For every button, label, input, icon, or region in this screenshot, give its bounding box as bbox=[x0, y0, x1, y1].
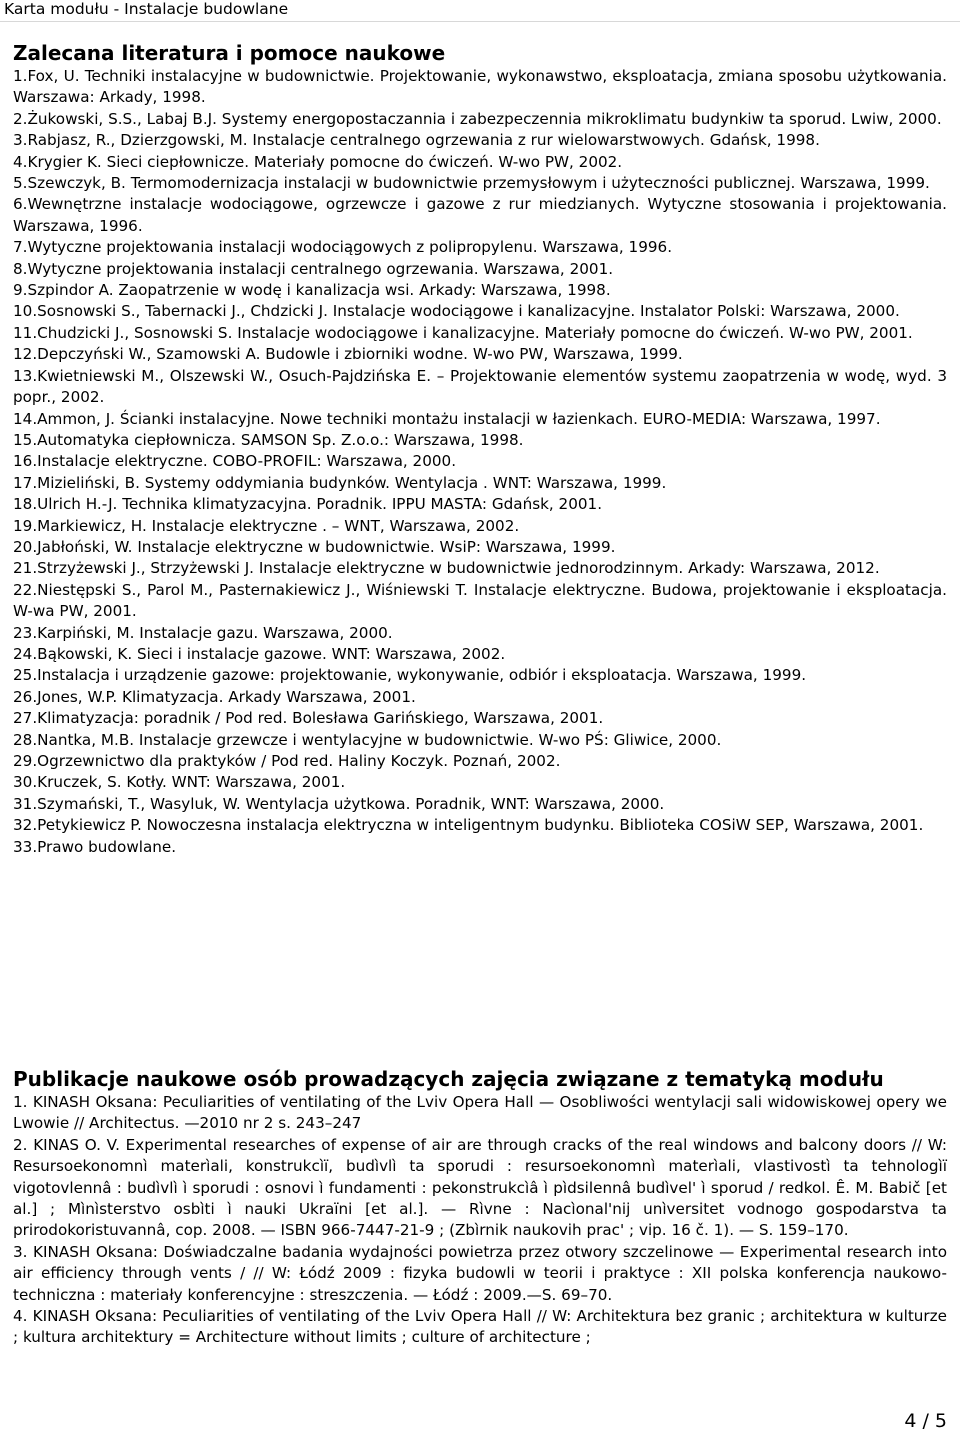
list-item: 21.Strzyżewski J., Strzyżewski J. Instalacje elektryczne w budownictwie jednorodzinnym. Arkady: Warszawa, 2012. bbox=[13, 559, 880, 578]
list-item: 27.Klimatyzacja: poradnik / Pod red. Bolesława Garińskiego, Warszawa, 2001. bbox=[13, 709, 604, 728]
list-item: 1. KINASH Oksana: Peculiarities of ventilating of the Lviv Opera Hall — Osobliwości wentylacji sali widowiskowej opery we Lwowie // Architectus. —2010 nr 2 s. 243–247 bbox=[13, 1093, 947, 1133]
list-item: 6.Wewnętrzne instalacje wodociągowe, ogrzewcze i gazowe z rur miedzianych. Wytyczne stosowania i projektowania. Warszawa, 1996. bbox=[13, 195, 947, 235]
list-item: 22.Niestępski S., Parol M., Pasternakiewicz J., Wiśniewski T. Instalacje elektryczne. Budowa, projektowanie i eksploatacja. W-wa PW, 2001. bbox=[13, 580, 947, 621]
document-header bbox=[0, 0, 960, 22]
literature-section bbox=[13, 41, 947, 858]
list-item: 7.Wytyczne projektowania instalacji wodociągowych z polipropylenu. Warszawa, 1996. bbox=[13, 238, 673, 257]
document-title: Karta modułu - Instalacje budowlane bbox=[4, 0, 289, 18]
list-item: 14.Ammon, J. Ścianki instalacyjne. Nowe techniki montażu instalacji w łazienkach. EURO-MEDIA: Warszawa, 1997. bbox=[13, 409, 881, 428]
list-item: 18.Ulrich H.-J. Technika klimatyzacyjna. Poradnik. IPPU MASTA: Gdańsk, 2001. bbox=[13, 495, 603, 514]
list-item: 25.Instalacja i urządzenie gazowe: projektowanie, wykonywanie, odbiór i eksploatacja. Warszawa, 1999. bbox=[13, 666, 807, 685]
list-item: 10.Sosnowski S., Tabernacki J., Chdzicki J. Instalacje wodociągowe i kanalizacyjne. Instalator Polski: Warszawa, 2000. bbox=[13, 302, 900, 321]
list-item: 30.Kruczek, S. Kotły. WNT: Warszawa, 2001. bbox=[13, 773, 346, 792]
publications-heading: Publikacje naukowe osób prowadzących zajęcia związane z tematyką modułu bbox=[13, 1067, 884, 1091]
list-item: 5.Szewczyk, B. Termomodernizacja instalacji w budownictwie przemysłowym i użyteczności publicznej. Warszawa, 1999. bbox=[13, 174, 930, 193]
list-item: 2. KINAS O. V. Experimental researches of expense of air are through cracks of the real windows and balcony doors // W: Resursoekonomnì materìali, konstrukcìï, budìvlì ta sporudi : resursoekonomnì materìali, vlastivostì ta tehnologìï vigotovlennâ : budìvlì ì sporudi : osnovi ì fundamenti : pekonstrukcìâ ì pìdsilennâ budìvel' ì sporud / redkol. Ê. M. Babič [et al.] ; Mìnìsterstvo osbìti ì nauki Ukraïni [et al.]. — Rìvne : Nacìonal'nij unìversitet vodnogo gospodarstva ta prirodokoristuvannâ, cop. 2008. — ISBN 966-7447-21-9 ; (Zbìrnik naukovih prac' ; vip. 16 č. 1). — S. 159–170. bbox=[13, 1135, 947, 1240]
list-item: 12.Depczyński W., Szamowski A. Budowle i zbiorniki wodne. W-wo PW, Warszawa, 1999. bbox=[13, 345, 683, 364]
list-item: 16.Instalacje elektryczne. COBO-PROFIL: Warszawa, 2000. bbox=[13, 452, 457, 471]
list-item: 20.Jabłoński, W. Instalacje elektryczne w budownictwie. WsiP: Warszawa, 1999. bbox=[13, 537, 616, 556]
list-item: 19.Markiewicz, H. Instalacje elektryczne . – WNT, Warszawa, 2002. bbox=[13, 516, 520, 535]
page-number: 4 / 5 bbox=[904, 1410, 947, 1432]
list-item: 24.Bąkowski, K. Sieci i instalacje gazowe. WNT: Warszawa, 2002. bbox=[13, 644, 506, 663]
list-item: 4.Krygier K. Sieci ciepłownicze. Materiały pomocne do ćwiczeń. W-wo PW, 2002. bbox=[13, 152, 623, 171]
list-item: 2.Żukowski, S.S., Labaj B.J. Systemy energopostaczannia i zabezpeczennia mikroklimatu budynkiw ta sporud. Lwiw, 2000. bbox=[13, 109, 942, 128]
list-item: 1.Fox, U. Techniki instalacyjne w budownictwie. Projektowanie, wykonawstwo, eksploatacja, zmiana sposobu użytkowania. Warszawa: Arkady, 1998. bbox=[13, 67, 947, 107]
publications-list bbox=[13, 1092, 947, 1349]
list-item: 33.Prawo budowlane. bbox=[13, 837, 177, 856]
list-item: 4. KINASH Oksana: Peculiarities of ventilating of the Lviv Opera Hall // W: Architektura bez granic ; architektura w kulturze ; kultura architektury = Architecture without limits ; culture of architecture ; bbox=[13, 1307, 947, 1347]
list-item: 15.Automatyka ciepłownicza. SAMSON Sp. Z.o.o.: Warszawa, 1998. bbox=[13, 430, 524, 449]
list-item: 11.Chudzicki J., Sosnowski S. Instalacje wodociągowe i kanalizacyjne. Materiały pomocne do ćwiczeń. W-wo PW, 2001. bbox=[13, 323, 913, 342]
list-item: 29.Ogrzewnictwo dla praktyków / Pod red. Haliny Koczyk. Poznań, 2002. bbox=[13, 752, 561, 770]
list-item: 9.Szpindor A. Zaopatrzenie w wodę i kanalizacja wsi. Arkady: Warszawa, 1998. bbox=[13, 281, 611, 300]
list-item: 3.Rabjasz, R., Dzierzgowski, M. Instalacje centralnego ogrzewania z rur wielowarstwowych. Gdańsk, 1998. bbox=[13, 131, 820, 150]
list-item: 28.Nantka, M.B. Instalacje grzewcze i wentylacyjne w budownictwie. W-wo PŚ: Gliwice, 2000. bbox=[13, 730, 722, 749]
list-item: 3. KINASH Oksana: Doświadczalne badania wydajności powietrza przez otwory szczelinowe — Experimental research into air efficiency through vents / // W: Łódź 2009 : fizyka budowli w teorii i praktyce : XII polska konferencja naukowo-techniczna : materiały konferencyjne : streszczenia. — Łódź : 2009.—S. 69–70. bbox=[13, 1242, 947, 1304]
literature-heading: Zalecana literatura i pomoce naukowe bbox=[13, 41, 446, 65]
list-item: 23.Karpiński, M. Instalacje gazu. Warszawa, 2000. bbox=[13, 623, 393, 642]
publications-section bbox=[13, 1067, 947, 1349]
list-item: 17.Mizieliński, B. Systemy oddymiania budynków. Wentylacja . WNT: Warszawa, 1999. bbox=[13, 473, 667, 492]
literature-list bbox=[13, 66, 947, 858]
list-item: 32.Petykiewicz P. Nowoczesna instalacja elektryczna w inteligentnym budynku. Biblioteka COSiW SEP, Warszawa, 2001. bbox=[13, 816, 924, 835]
list-item: 26.Jones, W.P. Klimatyzacja. Arkady Warszawa, 2001. bbox=[13, 687, 416, 706]
list-item: 13.Kwietniewski M., Olszewski W., Osuch-Pajdzińska E. – Projektowanie elementów systemu zaopatrzenia w wodę, wyd. 3 popr., 2002. bbox=[13, 366, 947, 407]
list-item: 31.Szymański, T., Wasyluk, W. Wentylacja użytkowa. Poradnik, WNT: Warszawa, 2000. bbox=[13, 794, 665, 813]
list-item: 8.Wytyczne projektowania instalacji centralnego ogrzewania. Warszawa, 2001. bbox=[13, 259, 614, 278]
